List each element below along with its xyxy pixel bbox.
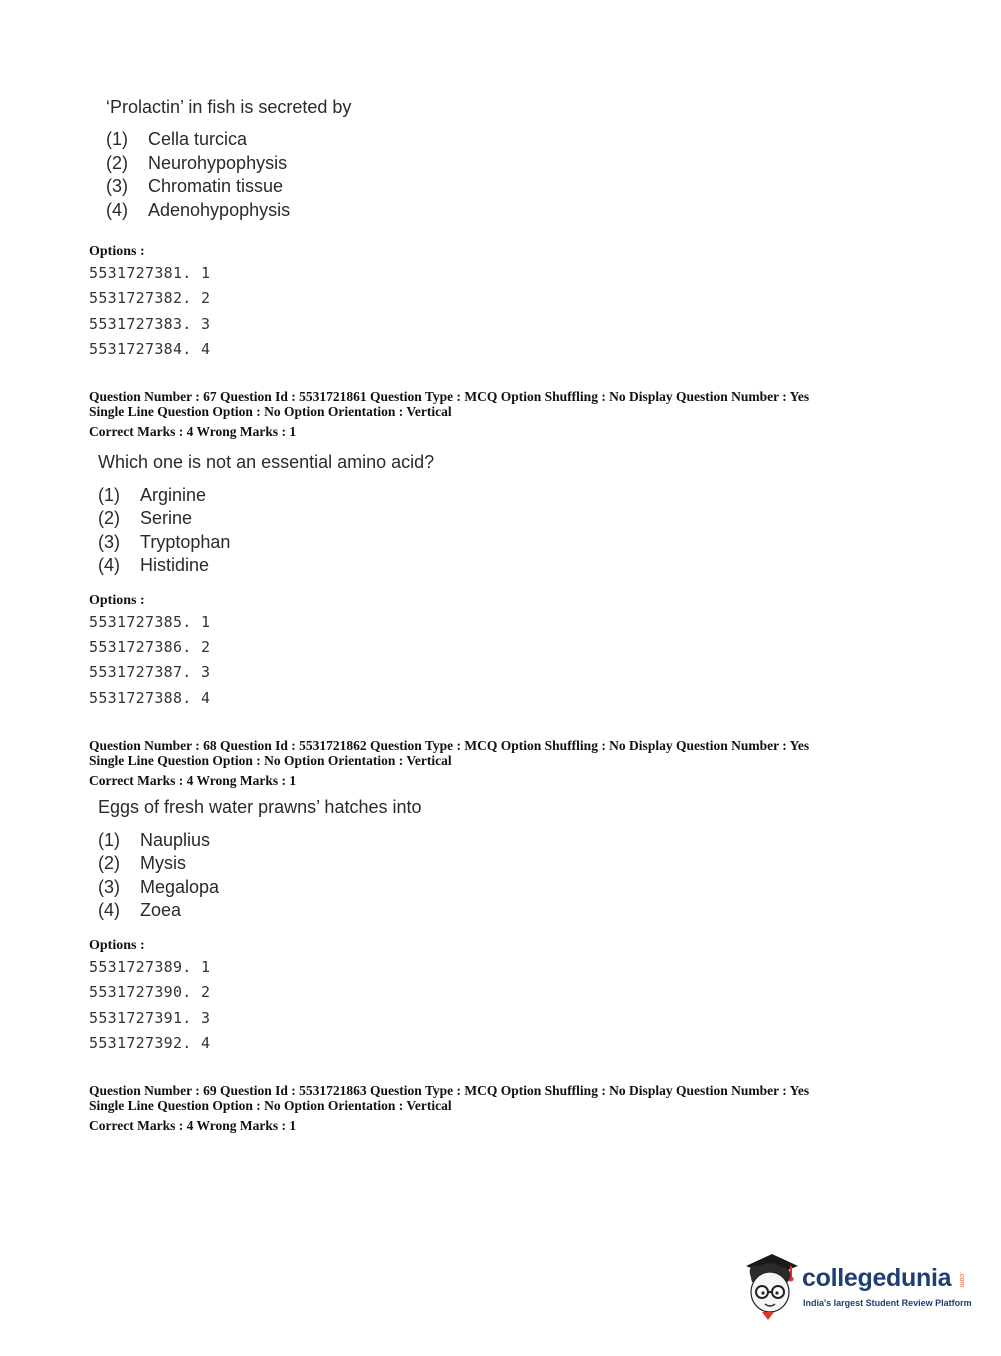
- option-id: 5531727390. 2: [89, 983, 211, 1001]
- question-text: Which one is not an essential amino acid?: [98, 452, 435, 472]
- choice-number: (2): [98, 508, 120, 528]
- choice-number: (4): [106, 200, 128, 220]
- choice-text: Nauplius: [140, 830, 211, 850]
- choice-text: Adenohypophysis: [148, 200, 291, 220]
- choice-text: Histidine: [140, 555, 210, 575]
- question-text: Eggs of fresh water prawns’ hatches into: [98, 797, 422, 817]
- option-id: 5531727392. 4: [89, 1034, 211, 1052]
- option-id: 5531727381. 1: [89, 264, 211, 282]
- question-meta: Question Number : 69 Question Id : 5531721863 Question Type : MCQ Option Shuffling : No Display Question Number : Yes: [89, 1083, 810, 1098]
- choice: [106, 200, 290, 221]
- options-label: Options :: [89, 593, 145, 608]
- choice-number: (1): [98, 830, 120, 850]
- choice-text: Tryptophan: [140, 532, 231, 552]
- marks-info: Correct Marks : 4 Wrong Marks : 1: [89, 773, 297, 788]
- choice-number: (4): [98, 900, 120, 920]
- option-id: 5531727384. 4: [89, 340, 211, 358]
- choice-text: Arginine: [140, 485, 207, 505]
- choice: [98, 900, 181, 921]
- choice: [98, 853, 186, 874]
- choice-number: (4): [98, 555, 120, 575]
- option-id: 5531727391. 3: [89, 1009, 211, 1027]
- option-id: 5531727386. 2: [89, 638, 211, 656]
- logo-wordmark: collegedunia: [802, 1264, 952, 1292]
- question-meta: Single Line Question Option : No Option Orientation : Vertical: [89, 1098, 452, 1113]
- choice-number: (3): [98, 877, 120, 897]
- options-label: Options :: [89, 938, 145, 953]
- choice: [98, 555, 209, 576]
- option-id: 5531727387. 3: [89, 663, 211, 681]
- option-id: 5531727383. 3: [89, 315, 211, 333]
- choice: [106, 153, 287, 174]
- choice-number: (3): [106, 176, 128, 196]
- marks-info: Correct Marks : 4 Wrong Marks : 1: [89, 424, 297, 439]
- choice-number: (2): [98, 853, 120, 873]
- choice: [98, 532, 230, 553]
- choice-text: Neurohypophysis: [148, 153, 288, 173]
- option-id: 5531727382. 2: [89, 289, 211, 307]
- choice-text: Megalopa: [140, 877, 220, 897]
- choice: [98, 485, 206, 506]
- logo-domain: .com: [958, 1272, 965, 1288]
- option-id: 5531727385. 1: [89, 613, 211, 631]
- choice-number: (2): [106, 153, 128, 173]
- choice-number: (1): [98, 485, 120, 505]
- options-label: Options :: [89, 244, 145, 259]
- question-meta: Single Line Question Option : No Option Orientation : Vertical: [89, 404, 452, 419]
- choice-number: (3): [98, 532, 120, 552]
- choice-text: Serine: [140, 508, 193, 528]
- choice: [98, 877, 219, 898]
- mascot-icon: [740, 1250, 802, 1320]
- choice-text: Zoea: [140, 900, 182, 920]
- choice-text: Cella turcica: [148, 129, 248, 149]
- choice-text: Mysis: [140, 853, 186, 873]
- collegedunia-logo: [740, 1250, 970, 1320]
- choice: [98, 508, 192, 529]
- choice: [98, 830, 210, 851]
- question-meta: Single Line Question Option : No Option Orientation : Vertical: [89, 753, 452, 768]
- question-meta: Question Number : 68 Question Id : 5531721862 Question Type : MCQ Option Shuffling : No Display Question Number : Yes: [89, 738, 810, 753]
- choice-text: Chromatin tissue: [148, 176, 284, 196]
- question-meta: Question Number : 67 Question Id : 5531721861 Question Type : MCQ Option Shuffling : No Display Question Number : Yes: [89, 389, 810, 404]
- question-text: ‘Prolactin’ in fish is secreted by: [106, 97, 352, 117]
- choice-number: (1): [106, 129, 128, 149]
- option-id: 5531727388. 4: [89, 689, 211, 707]
- choice: [106, 129, 247, 150]
- option-id: 5531727389. 1: [89, 958, 211, 976]
- marks-info: Correct Marks : 4 Wrong Marks : 1: [89, 1118, 297, 1133]
- choice: [106, 176, 283, 197]
- logo-tagline: India's largest Student Review Platform: [803, 1298, 972, 1308]
